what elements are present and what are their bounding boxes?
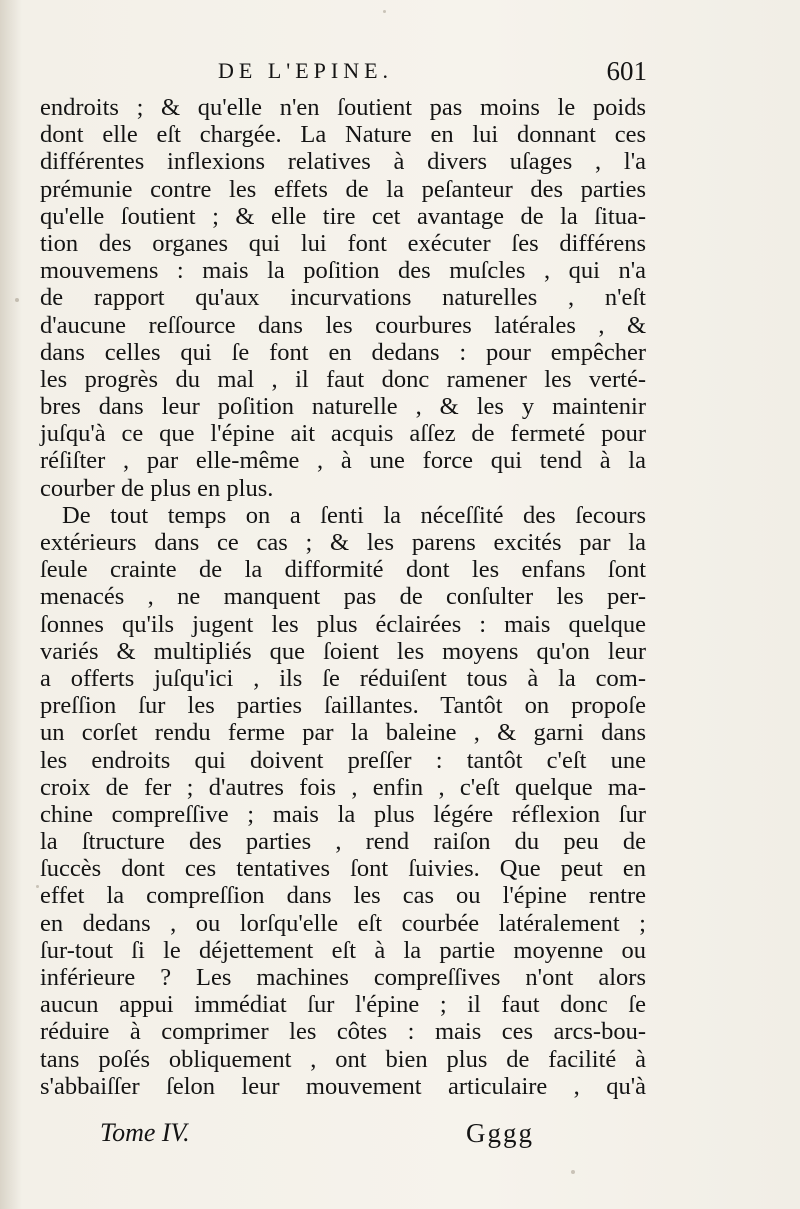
paragraph <box>40 502 646 1100</box>
volume-mark: Tome IV. <box>100 1118 190 1147</box>
text-line: ſur-tout ſi le déjettement eſt à la partie moyenne ou <box>40 936 646 964</box>
text-line: effet la compreſſion dans les cas ou l'épine rentre <box>40 882 646 910</box>
text-line: les progrès du mal , il faut donc ramener les verté- <box>40 365 646 393</box>
text-line: a offerts juſqu'ici , ils ſe réduiſent tous à la com- <box>40 664 646 692</box>
page-number: 601 <box>606 56 647 86</box>
text-line: dans celles qui ſe font en dedans : pour empêcher <box>40 338 646 366</box>
text-line: les endroits qui doivent preſſer : tantôt c'eſt une <box>40 746 646 774</box>
running-head <box>0 58 800 92</box>
ink-speck <box>383 10 386 13</box>
text-line: en dedans , ou lorſqu'elle eſt courbée latéralement ; <box>40 909 646 937</box>
text-line: s'abbaiſſer ſelon leur mouvement articulaire , qu'à <box>40 1072 646 1100</box>
text-line: endroits ; & qu'elle n'en ſoutient pas moins le poids <box>40 94 646 121</box>
text-line: courber de plus en plus. <box>40 474 274 502</box>
text-line: mouvemens : mais la poſition des muſcles , qui n'a <box>40 257 646 285</box>
text-line: dont elle eſt chargée. La Nature en lui donnant ces <box>40 121 646 149</box>
ink-speck <box>15 298 19 302</box>
paragraph <box>40 94 646 502</box>
text-line: menacés , ne manquent pas de conſulter les per- <box>40 583 646 611</box>
text-line: tion des organes qui lui font exécuter ſes différens <box>40 229 646 257</box>
ink-speck <box>36 885 39 888</box>
text-line: ſonnes qu'ils jugent les plus éclairées : mais quelque <box>40 610 646 638</box>
text-line: ſuccès dont ces tentatives ſont ſuivies. Que peut en <box>40 855 646 883</box>
running-title: DE L'EPINE. <box>218 58 394 83</box>
text-line: ſeule crainte de la difformité dont les enfans ſont <box>40 556 646 584</box>
text-line: tans poſés obliquement , ont bien plus de facilité à <box>40 1045 646 1073</box>
text-line: De tout temps on a ſenti la néceſſité des ſecours <box>62 501 646 529</box>
text-line: d'aucune reſſource dans les courbures latérales , & <box>40 311 646 339</box>
text-line: croix de fer ; d'autres fois , enfin , c'eſt quelque ma- <box>40 773 646 801</box>
text-line: variés & multipliés que ſoient les moyens qu'on leur <box>40 637 646 665</box>
ink-speck <box>571 1170 575 1174</box>
text-line: différentes inflexions relatives à divers uſages , l'a <box>40 148 646 176</box>
text-line: un corſet rendu ferme par la baleine , & garni dans <box>40 719 646 747</box>
text-line: bres dans leur poſition naturelle , & les y maintenir <box>40 393 646 421</box>
text-line: de rapport qu'aux incurvations naturelles , n'eſt <box>40 284 646 312</box>
text-line: extérieurs dans ce cas ; & les parens excités par la <box>40 529 646 556</box>
page-footer <box>0 1118 800 1158</box>
text-line: prémunie contre les effets de la peſanteur des parties <box>40 175 646 203</box>
text-line: réduire à comprimer les côtes : mais ces arcs-bou- <box>40 1018 646 1046</box>
text-line: réſiſter , par elle-même , à une force qui tend à la <box>40 447 646 475</box>
signature-mark: Gggg <box>466 1118 534 1148</box>
text-line: inférieure ? Les machines compreſſives n'ont alors <box>40 964 646 991</box>
text-line: chine compreſſive ; mais la plus légére réflexion ſur <box>40 800 646 828</box>
text-line: la ſtructure des parties , rend raiſon du peu de <box>40 828 646 856</box>
text-line: juſqu'à ce que l'épine ait acquis aſſez de fermeté pour <box>40 420 646 448</box>
text-line: preſſion ſur les parties ſaillantes. Tantôt on propoſe <box>40 692 646 720</box>
text-line: qu'elle ſoutient ; & elle tire cet avantage de la ſitua- <box>40 202 646 230</box>
body-text <box>40 94 646 1100</box>
text-line: aucun appui immédiat ſur l'épine ; il faut donc ſe <box>40 991 646 1019</box>
